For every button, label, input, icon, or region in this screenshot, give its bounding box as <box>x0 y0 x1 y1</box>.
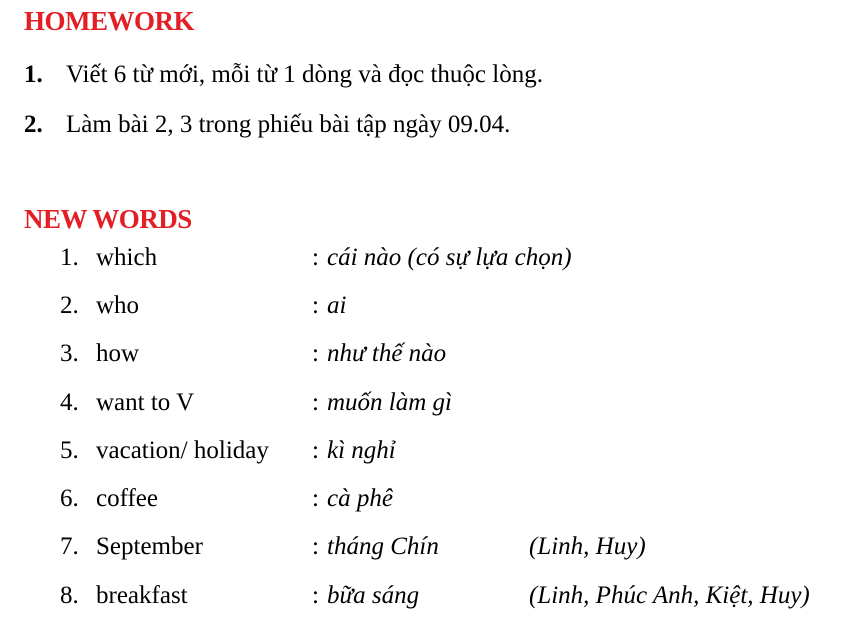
word-student-names: (Linh, Phúc Anh, Kiệt, Huy) <box>529 582 810 609</box>
word-separator: : <box>312 340 319 367</box>
word-row <box>60 293 851 323</box>
word-term: coffee <box>96 485 158 512</box>
word-number: 6. <box>60 485 79 512</box>
word-separator: : <box>312 292 319 319</box>
word-number: 3. <box>60 340 79 367</box>
word-number: 2. <box>60 292 79 319</box>
homework-item-number: 2. <box>24 111 43 138</box>
word-number: 5. <box>60 437 79 464</box>
word-number: 7. <box>60 533 79 560</box>
word-separator: : <box>312 244 319 271</box>
homework-item-text: Viết 6 từ mới, mỗi từ 1 dòng và đọc thuộc lòng. <box>66 61 543 88</box>
word-separator: : <box>312 485 319 512</box>
word-student-names: (Linh, Huy) <box>529 533 646 560</box>
word-term: breakfast <box>96 582 188 609</box>
word-term: vacation/ holiday <box>96 437 269 464</box>
word-row <box>60 534 851 564</box>
word-meaning: tháng Chín <box>327 533 439 560</box>
homework-item-text: Làm bài 2, 3 trong phiếu bài tập ngày 09.04. <box>66 111 511 138</box>
word-term: want to V <box>96 389 195 416</box>
word-meaning: cái nào (có sự lựa chọn) <box>327 244 572 271</box>
word-row <box>60 486 851 516</box>
word-term: September <box>96 533 203 560</box>
new-words-heading: NEW WORDS <box>24 204 192 234</box>
word-separator: : <box>312 437 319 464</box>
word-separator: : <box>312 533 319 560</box>
word-row <box>60 341 851 371</box>
word-separator: : <box>312 389 319 416</box>
word-meaning: kì nghỉ <box>327 437 396 464</box>
word-term: who <box>96 292 140 319</box>
word-row <box>60 583 851 613</box>
homework-item <box>24 112 510 137</box>
word-meaning: bữa sáng <box>327 582 420 609</box>
word-row <box>60 390 851 420</box>
homework-item-number: 1. <box>24 61 43 88</box>
word-term: which <box>96 244 158 271</box>
word-term: how <box>96 340 140 367</box>
word-number: 4. <box>60 389 79 416</box>
word-row <box>60 438 851 468</box>
word-row <box>60 245 851 275</box>
word-meaning: cà phê <box>327 485 393 512</box>
word-number: 1. <box>60 244 79 271</box>
homework-heading: HOMEWORK <box>24 6 194 36</box>
word-number: 8. <box>60 582 79 609</box>
word-meaning: như thế nào <box>327 340 447 367</box>
homework-item <box>24 62 543 87</box>
word-meaning: muốn làm gì <box>327 389 452 416</box>
word-meaning: ai <box>327 292 347 319</box>
word-separator: : <box>312 582 319 609</box>
